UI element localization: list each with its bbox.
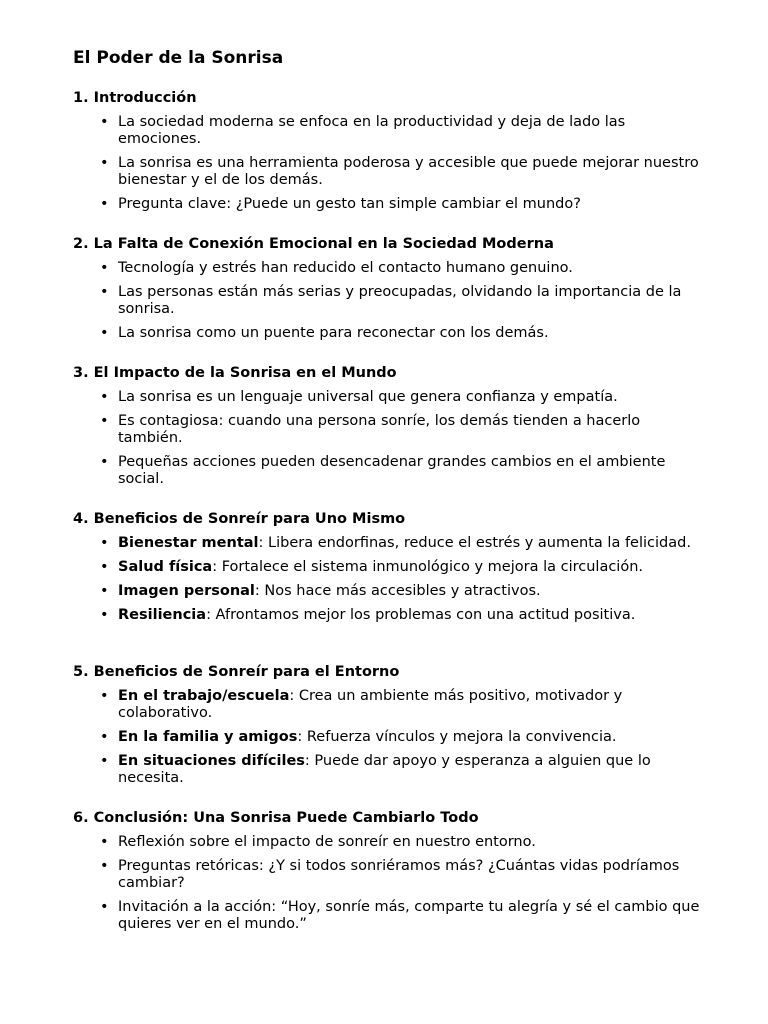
item-text: : Afrontamos mejor los problemas con una actitud positiva. [206,607,636,623]
bullet-icon: • [100,583,109,599]
list-item [73,753,703,787]
item-text: Invitación a la acción: “Hoy, sonríe más, comparte tu alegría y sé el cambio que quieres ver en el mundo.” [118,899,700,932]
list-item [73,899,703,933]
list-item [73,858,703,892]
list-item [73,325,703,342]
section-heading: 1. Introducción [73,90,197,106]
item-lead: En la familia y amigos [118,729,298,745]
item-text: : Refuerza vínculos y mejora la convivencia. [297,729,617,745]
list-item [73,284,703,318]
list-item [73,114,703,148]
item-text: Pregunta clave: ¿Puede un gesto tan simple cambiar el mundo? [118,196,581,212]
section-conclusion [73,809,703,940]
bullet-icon: • [100,607,109,623]
list-item [73,607,703,624]
bullet-list [73,389,703,488]
bullet-icon: • [100,155,109,171]
list-item [73,196,703,213]
bullet-list [73,688,703,787]
bullet-icon: • [100,899,109,915]
item-text: : Puede dar apoyo y esperanza a alguien que lo necesita. [118,753,651,786]
section-falta-conexion [73,235,703,349]
list-item [73,583,703,600]
item-text: Es contagiosa: cuando una persona sonríe, los demás tienden a hacerlo también. [118,413,641,446]
bullet-icon: • [100,535,109,551]
section-heading: 6. Conclusión: Una Sonrisa Puede Cambiarlo Todo [73,810,479,826]
list-item [73,834,703,851]
item-lead: En situaciones difíciles [118,753,305,769]
bullet-icon: • [100,325,109,341]
item-lead: En el trabajo/escuela [118,688,290,704]
item-text: Tecnología y estrés han reducido el contacto humano genuino. [118,260,573,276]
item-lead: Imagen personal [118,583,255,599]
section-heading: 4. Beneficios de Sonreír para Uno Mismo [73,511,406,527]
bullet-icon: • [100,389,109,405]
item-lead: Salud física [118,559,213,575]
bullet-list [73,834,703,933]
item-text: Reflexión sobre el impacto de sonreír en nuestro entorno. [118,834,536,850]
item-text: : Crea un ambiente más positivo, motivador y colaborativo. [118,688,623,721]
bullet-icon: • [100,114,109,130]
bullet-list [73,114,703,213]
list-item [73,155,703,189]
bullet-icon: • [100,260,109,276]
section-heading: 2. La Falta de Conexión Emocional en la Sociedad Moderna [73,236,554,252]
item-text: : Libera endorfinas, reduce el estrés y aumenta la felicidad. [258,535,691,551]
bullet-icon: • [100,454,109,470]
list-item [73,559,703,576]
bullet-list [73,260,703,342]
section-beneficios-uno-mismo [73,510,703,631]
bullet-icon: • [100,834,109,850]
bullet-icon: • [100,858,109,874]
list-item [73,389,703,406]
item-text: Las personas están más serias y preocupadas, olvidando la importancia de la sonrisa. [118,284,682,317]
section-beneficios-entorno [73,663,703,794]
list-item [73,260,703,277]
bullet-list [73,535,703,624]
item-text: La sociedad moderna se enfoca en la productividad y deja de lado las emociones. [118,114,626,147]
list-item [73,454,703,488]
bullet-icon: • [100,196,109,212]
item-text: Preguntas retóricas: ¿Y si todos sonriéramos más? ¿Cuántas vidas podríamos cambiar? [118,858,680,891]
item-text: Pequeñas acciones pueden desencadenar grandes cambios en el ambiente social. [118,454,666,487]
bullet-icon: • [100,413,109,429]
section-heading: 5. Beneficios de Sonreír para el Entorno [73,664,400,680]
list-item [73,535,703,552]
item-text: La sonrisa es una herramienta poderosa y accesible que puede mejorar nuestro bienestar y el de los demás. [118,155,699,188]
list-item [73,688,703,722]
item-lead: Resiliencia [118,607,207,623]
section-heading: 3. El Impacto de la Sonrisa en el Mundo [73,365,397,381]
section-introduccion [73,89,703,220]
section-impacto [73,364,703,495]
document-title: El Poder de la Sonrisa [73,48,284,68]
item-text: La sonrisa como un puente para reconectar con los demás. [118,325,549,341]
bullet-icon: • [100,688,109,704]
list-item [73,413,703,447]
bullet-icon: • [100,729,109,745]
bullet-icon: • [100,753,109,769]
item-text: : Nos hace más accesibles y atractivos. [254,583,541,599]
item-lead: Bienestar mental [118,535,259,551]
list-item [73,729,703,746]
bullet-icon: • [100,559,109,575]
bullet-icon: • [100,284,109,300]
item-text: : Fortalece el sistema inmunológico y mejora la circulación. [212,559,643,575]
item-text: La sonrisa es un lenguaje universal que genera confianza y empatía. [118,389,618,405]
